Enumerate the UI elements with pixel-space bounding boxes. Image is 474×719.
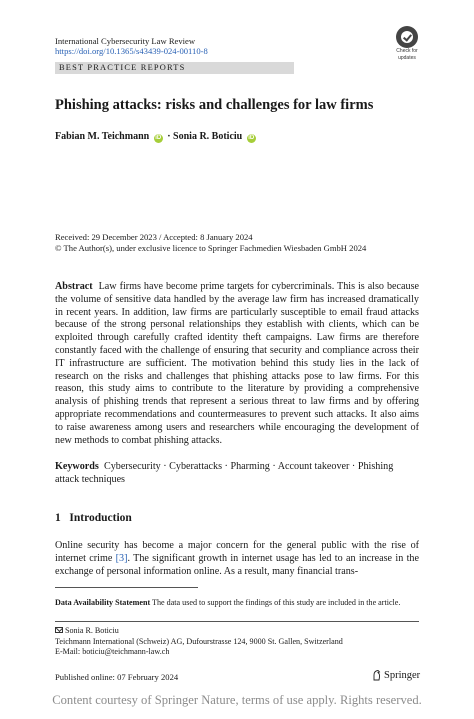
author-name: Sonia R. Boticiu (173, 131, 243, 142)
abstract-text: Law firms have become prime targets for cybercriminals. This is also because the volume of sensitive data handled by the average law firm has increased dramatically in recent years. In addition, law firms are particularly susceptible to email fraud attacks because of the strong personal relationships they establish with clients, which can be exploited through carefully crafted identity theft campaigns. Law firms are therefore constantly faced with the challenge of ensuring that security and compliance across their IT infrastructure are sufficient. The motivation behind this study lies in the lack of research on the risks and challenges that phishing attacks pose to law firms. For this reason, this study aims to contribute to the literature by providing a comprehensive analysis of phishing trends that represent a serious threat to law firms and by offering appropriate recommendations and countermeasures to prevent such attacks. It also aims to raise awareness among users and researchers while encouraging the development of new methods to combat phishing attacks. (55, 281, 420, 446)
citation-link[interactable]: [3] (115, 552, 128, 564)
envelope-icon (55, 627, 63, 633)
intro-text: . The significant growth in internet usage has led to an increase in the exchange of personal information online. As a result, many financial trans- (55, 552, 419, 577)
abstract-label: Abstract (55, 281, 93, 292)
section-heading (55, 512, 132, 524)
received-accepted: Received: 29 December 2023 / Accepted: 8 January 2024 (55, 232, 253, 242)
author-list (55, 131, 258, 143)
orcid-icon[interactable]: iD (155, 135, 162, 141)
springer-horse-icon (372, 669, 382, 681)
contact-email[interactable]: E-Mail: boticiu@teichmann-law.ch (55, 647, 170, 657)
section-title: Introduction (69, 512, 132, 524)
orcid-icon[interactable]: iD (248, 135, 255, 141)
data-availability-label: Data Availability Statement (55, 598, 151, 607)
corresponding-author (55, 626, 425, 658)
data-availability-text: The data used to support the findings of this study are included in the article. (150, 598, 401, 607)
data-availability (55, 598, 419, 608)
contact-address: Teichmann International (Schweiz) AG, Dufourstrasse 124, 9000 St. Gallen, Switzerland (55, 636, 343, 646)
footnote-divider (55, 587, 198, 588)
doi-link[interactable]: https://doi.org/10.1365/s43439-024-00110-8 (55, 46, 208, 56)
check-updates-line-1: Check for (396, 48, 418, 54)
copyright-line: © The Author(s), under exclusive licence to Springer Fachmedien Wiesbaden GmbH 2024 (55, 242, 367, 253)
article-title: Phishing attacks: risks and challenges for law firms (55, 97, 374, 113)
publisher-logo (372, 669, 420, 681)
intro-paragraph (55, 540, 419, 578)
contact-divider (55, 621, 419, 622)
check-updates-line-2: updates (398, 54, 416, 61)
abstract (55, 281, 419, 447)
check-updates-icon (396, 26, 418, 48)
intro-text: Online security has become a major concern for the general public with the rise of internet crime (55, 540, 419, 564)
published-date: Published online: 07 February 2024 (55, 672, 179, 682)
author-name: Fabian M. Teichmann (55, 131, 150, 142)
section-label: BEST PRACTICE REPORTS (55, 62, 294, 74)
check-for-updates-badge[interactable] (393, 26, 421, 61)
contact-name: Sonia R. Boticiu (65, 626, 119, 635)
keywords-label: Keywords (55, 461, 99, 472)
article-dates (55, 232, 366, 253)
courtesy-notice: Content courtesy of Springer Nature, terms of use apply. Rights reserved. (52, 693, 422, 707)
keywords-text: Cybersecurity · Cyberattacks · Pharming · Account takeover · Phishing attack techniques (55, 461, 394, 485)
publisher-name: Springer (384, 669, 421, 681)
journal-header (55, 36, 208, 56)
section-number: 1 (55, 512, 61, 524)
author-separator: · (167, 131, 171, 142)
keywords (55, 461, 419, 487)
journal-name: International Cybersecurity Law Review (55, 36, 196, 46)
